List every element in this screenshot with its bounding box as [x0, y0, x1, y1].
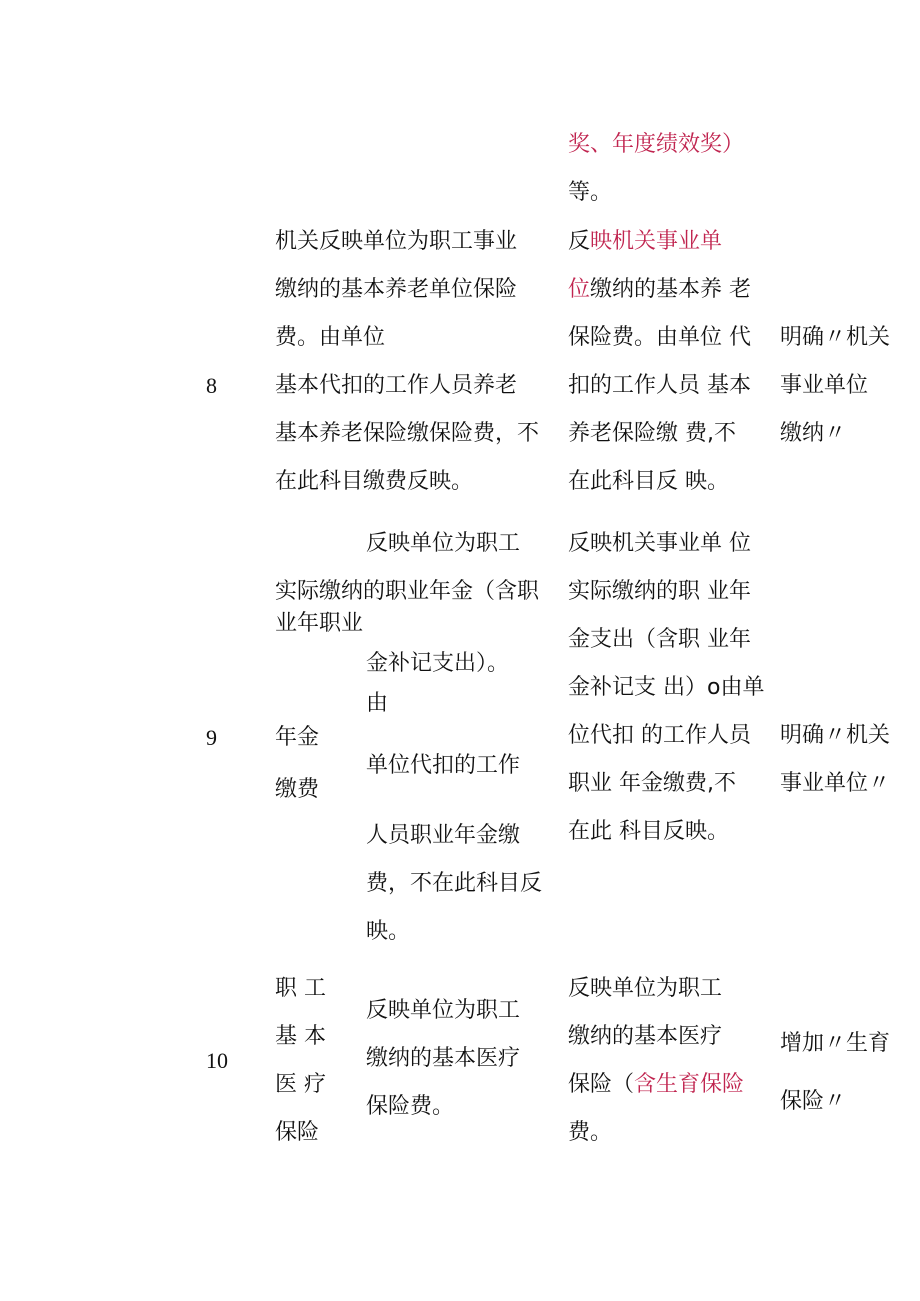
- revised-line: 金支出（含职 业年: [568, 627, 751, 652]
- note-line: 保险〃: [780, 1089, 847, 1114]
- original-line: 在此科目缴费反映。: [275, 469, 474, 494]
- original-line: 映。: [366, 919, 411, 944]
- original-line: 基本代扣的工作人员养老: [275, 373, 518, 398]
- revised-line: 在此科目反 映。: [568, 469, 729, 494]
- revised-line: 缴纳的基本医疗: [568, 1024, 723, 1049]
- note-line: 缴纳〃: [780, 421, 847, 446]
- revised-line: 反映单位为职工: [568, 976, 723, 1001]
- revised-line: 奖、年度绩效奖）: [568, 132, 745, 157]
- row-number: 9: [206, 725, 217, 750]
- original-line: 费。由单位: [275, 325, 386, 350]
- original-line: 反映单位为职工: [366, 531, 521, 556]
- revised-line: 等。: [568, 180, 613, 205]
- revised-line: 保险（含生育保险: [568, 1072, 745, 1097]
- revised-line: 金补记支 出）o由单: [568, 675, 765, 700]
- original-line: 由: [366, 691, 389, 716]
- revised-line: 在此 科目反映。: [568, 819, 729, 844]
- note-line: 事业单位: [780, 373, 869, 398]
- note-line: 明确〃机关: [780, 723, 891, 748]
- revised-line: 费。: [568, 1120, 613, 1145]
- original-line: 金补记支出）。: [366, 651, 510, 676]
- revised-line: 养老保险缴 费,不: [568, 421, 736, 446]
- original-line: 缴纳的基本医疗: [366, 1046, 521, 1071]
- original-line: 费，不在此科目反: [366, 871, 543, 896]
- revised-line: 扣的工作人员 基本: [568, 373, 751, 398]
- original-line: 反映单位为职工: [366, 998, 521, 1023]
- note-line: 事业单位〃: [780, 771, 891, 796]
- original-line: 业年职业: [275, 611, 364, 636]
- original-line: 保险费。: [366, 1094, 455, 1119]
- revised-line: 反映机关事业单: [568, 229, 723, 254]
- item-name-line: 职 工: [275, 976, 326, 1001]
- revised-line: 位缴纳的基本养 老: [568, 277, 752, 302]
- original-line: 机关反映单位为职工事业: [275, 229, 518, 254]
- item-name-line: 年金: [275, 725, 320, 750]
- original-line: 实际缴纳的职业年金（含职: [275, 579, 540, 604]
- note-line: 明确〃机关: [780, 325, 891, 350]
- revised-line: 位代扣 的工作人员: [568, 723, 751, 748]
- original-line: 缴纳的基本养老单位保险: [275, 277, 518, 302]
- item-name-line: 保险: [275, 1120, 320, 1145]
- row-number: 10: [206, 1048, 228, 1073]
- item-name-line: 基 本: [275, 1024, 326, 1049]
- revised-line: 实际缴纳的职 业年: [568, 579, 751, 604]
- original-line: 人员职业年金缴: [366, 823, 521, 848]
- revised-line: 职业 年金缴费,不: [568, 771, 736, 796]
- note-line: 增加〃生育: [780, 1031, 891, 1056]
- item-name-line: 缴费: [275, 777, 320, 802]
- item-name-line: 医 疗: [275, 1072, 326, 1097]
- original-line: 基本养老保险缴保险费，不: [275, 421, 540, 446]
- original-line: 单位代扣的工作: [366, 753, 521, 778]
- row-number: 8: [206, 373, 217, 398]
- revised-line: 反映机关事业单 位: [568, 531, 751, 556]
- revised-line: 保险费。由单位 代: [568, 325, 751, 350]
